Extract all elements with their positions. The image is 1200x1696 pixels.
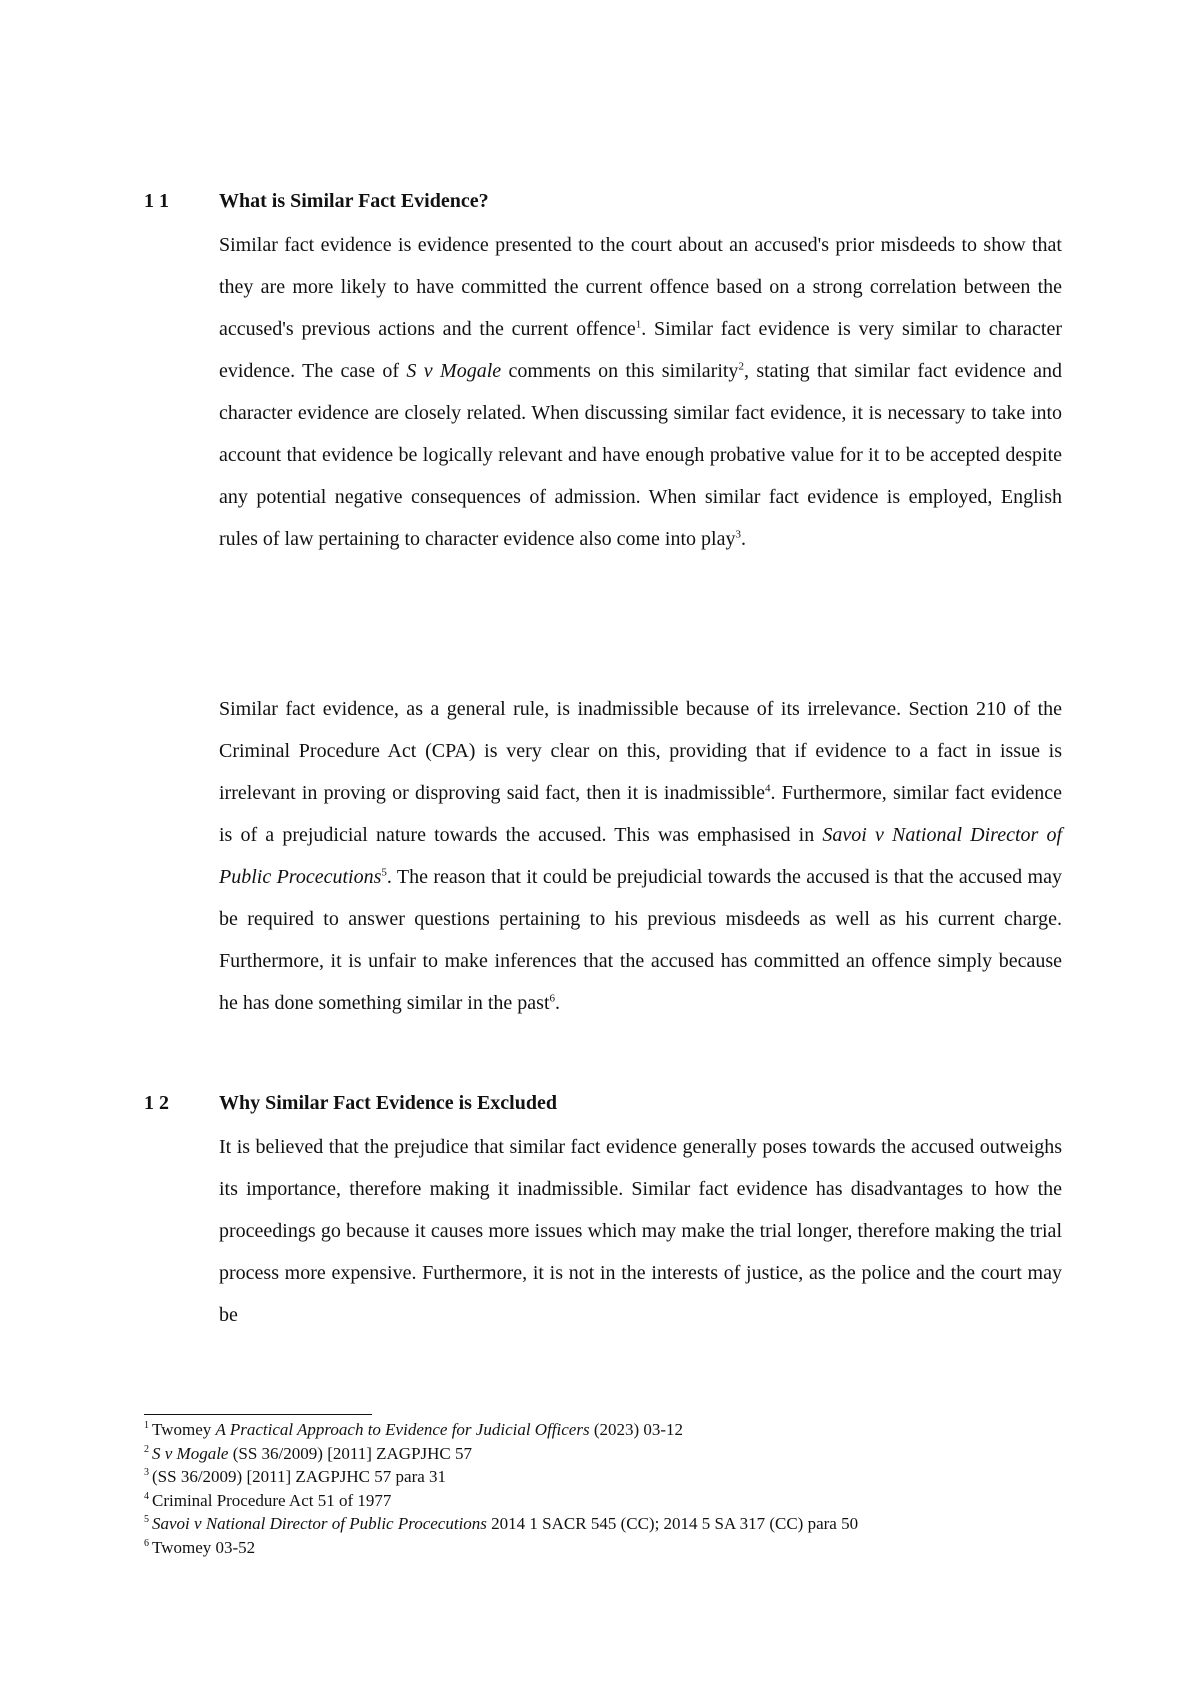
footnote-number: 5 xyxy=(144,1514,149,1526)
text-run: . The reason that it could be prejudicial towards the accused is that the accused may be required to answer questions pertaining to his previous misdeeds as well as his current charge. Furthermore, it is unfair to make inferences that the accused has committed an offence simply because he has done something similar in the past xyxy=(219,866,1062,1014)
footnote xyxy=(144,1418,1104,1442)
footnote xyxy=(144,1442,1104,1466)
footnote-text: Twomey 03-52 xyxy=(152,1537,256,1557)
footnote-number: 3 xyxy=(144,1467,149,1479)
paragraph xyxy=(219,688,1062,1024)
paragraph xyxy=(219,224,1062,560)
text-run: , stating that similar fact evidence and character evidence are closely related. When discussing similar fact evidence, it is necessary to take into account that evidence be logically relevant and have enough probative value for it to be accepted despite any potential negative consequences of admission. When similar fact evidence is employed, English rules of law pertaining to character evidence also come into play xyxy=(219,360,1063,550)
section-number: 1 1 xyxy=(144,190,169,212)
footnote-number: 4 xyxy=(144,1490,149,1502)
section-heading-1-1 xyxy=(144,188,489,214)
footnote xyxy=(144,1512,1104,1536)
footnote-text: 2014 1 SACR 545 (CC); 2014 5 SA 317 (CC) para 50 xyxy=(486,1514,859,1533)
text-run: . Similar fact evidence is very similar to character evidence. The case of xyxy=(219,318,1062,382)
footnote-ref: 6 xyxy=(549,992,555,1005)
footnote-number: 6 xyxy=(144,1537,149,1549)
footnote xyxy=(144,1536,1104,1560)
footnote xyxy=(144,1465,1104,1489)
footnote-number: 1 xyxy=(144,1420,149,1432)
text-run: It is believed that the prejudice that similar fact evidence generally poses towards the accused outweighs its importance, therefore making it inadmissible. Similar fact evidence has disadvantages to how the proceedings go because it causes more issues which may make the trial longer, therefore making the trial process more expensive. Furthermore, it is not in the interests of justice, as the police and the court may be xyxy=(219,1136,1062,1326)
paragraph xyxy=(219,1126,1062,1336)
footnote-text: (SS 36/2009) [2011] ZAGPJHC 57 xyxy=(228,1443,473,1463)
footnote xyxy=(144,1489,1104,1513)
footnote-ref: 1 xyxy=(635,318,642,331)
text-run: Similar fact evidence, as a general rule, is inadmissible because of its irrelevance. Section 210 of the Criminal Procedure Act (CPA) is very clear on this, providing that if evidence to a fact in issue is irrelevant in proving or disproving said fact, then it is inadmissible xyxy=(219,698,1062,804)
text-run: comments on this similarity xyxy=(501,360,739,382)
footnote-ref: 5 xyxy=(381,866,387,879)
case-name: Savoi v National Director of Public Procecutions xyxy=(219,824,1063,888)
section-1-1-body-2 xyxy=(219,688,1062,1024)
section-number: 1 2 xyxy=(144,1092,169,1114)
section-1-1-body xyxy=(219,224,1062,560)
text-run: . xyxy=(740,528,746,550)
footnote-ref: 4 xyxy=(765,782,771,795)
text-run: Similar fact evidence is evidence presented to the court about an accused's prior misdeeds to show that they are more likely to have committed the current offence based on a strong correlation between the accused's previous actions and the current offence xyxy=(219,234,1062,340)
section-1-2-body xyxy=(219,1126,1062,1336)
footnote-italic: Savoi v National Director of Public Procecutions xyxy=(152,1514,487,1533)
section-heading-1-2 xyxy=(144,1090,557,1116)
footnote-text: Twomey xyxy=(152,1420,216,1439)
footnote-separator xyxy=(144,1414,372,1415)
text-run: . xyxy=(555,992,560,1014)
footnote-text: Criminal Procedure Act 51 of 1977 xyxy=(152,1490,392,1510)
footnote-italic: S v Mogale xyxy=(152,1443,229,1463)
footnote-ref: 3 xyxy=(735,528,741,541)
section-title: What is Similar Fact Evidence? xyxy=(219,190,489,212)
footnote-text: (2023) 03-12 xyxy=(589,1420,684,1439)
footnote-ref: 2 xyxy=(738,360,744,373)
footnote-italic: A Practical Approach to Evidence for Judicial Officers xyxy=(215,1420,590,1439)
footnotes xyxy=(144,1418,1104,1559)
footnote-number: 2 xyxy=(144,1443,149,1455)
section-title: Why Similar Fact Evidence is Excluded xyxy=(219,1092,557,1114)
text-run: . Furthermore, similar fact evidence is of a prejudicial nature towards the accused. This was emphasised in xyxy=(219,782,1062,846)
case-name: S v Mogale xyxy=(406,360,502,382)
footnote-text: (SS 36/2009) [2011] ZAGPJHC 57 para 31 xyxy=(152,1467,447,1486)
